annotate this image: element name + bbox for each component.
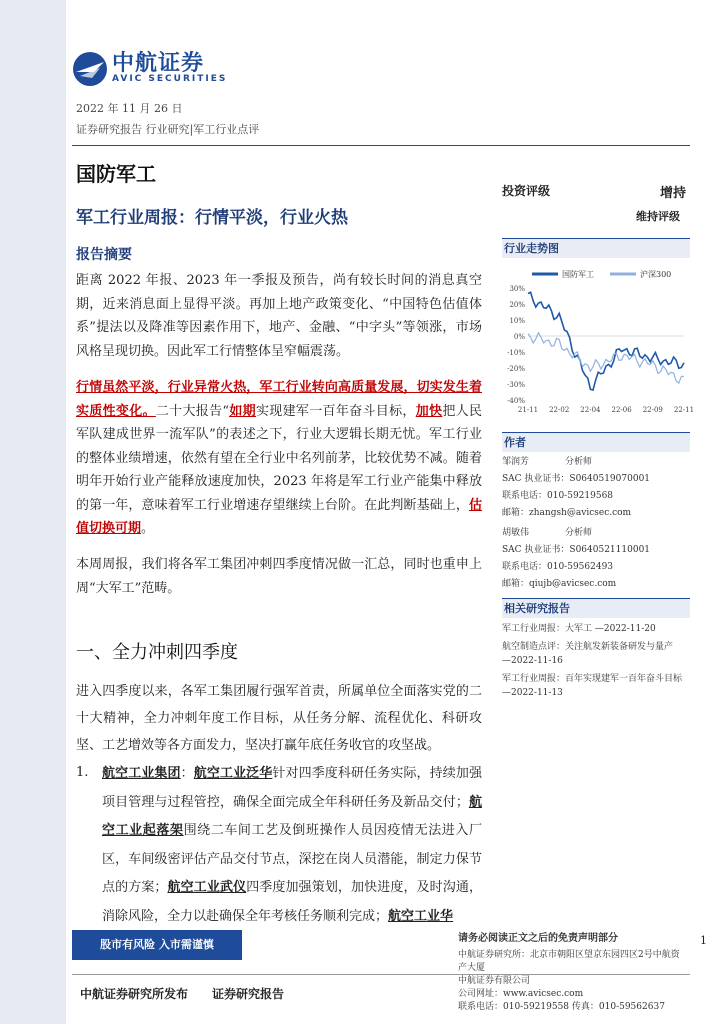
text-span: 把人民军队建成世界一流军队”的表述之下，行业大逻辑长期无忧。军工行业的整体业绩增速，依然有望在全行业中名列前茅，比较优势不减。随着明年开始行业产能释放速度加快，2023 年将是军工行业产能集中释放的第一年，意味着军工行业增速存望继续上台阶。在此判断基础上， [76, 403, 482, 513]
report-title: 军工行业周报：行情平淡，行业火热 [76, 208, 348, 228]
x-tick-label: 22-09 [642, 406, 663, 414]
author-line: 联系电话：010-59562493 [502, 562, 614, 572]
report-category: 证券研究报告 行业研究|军工行业点评 [76, 123, 260, 136]
highlight-text: 如期 [229, 403, 256, 419]
series-line-2 [528, 333, 684, 383]
author-line: SAC 执业证书：S0640521110001 [502, 545, 651, 555]
trend-chart [502, 262, 695, 422]
x-tick-label: 22-02 [549, 406, 570, 414]
disclaimer-line: 联系电话：010-59219558 传真：010-59562637 [458, 1002, 665, 1012]
logo-text-cn: 中航证券 [112, 51, 205, 76]
list-term: 航空工业武仪 [167, 880, 247, 895]
list-term: 航空工业华 [388, 908, 454, 924]
author-line: 胡敏伟 分析师 [502, 528, 593, 538]
text-span: 实现建军一百年奋斗目标， [256, 403, 416, 419]
legend-label: 沪深300 [640, 270, 672, 279]
rating-label: 投资评级 [502, 184, 551, 198]
list-number: 1. [76, 765, 89, 780]
section-title: 国防军工 [76, 162, 156, 186]
logo-text-en: AVIC SECURITIES [112, 74, 228, 84]
risk-warning: 股市有风险 入市需谨慎 [72, 930, 242, 960]
report-date: 2022 年 11 月 26 日 [76, 102, 183, 115]
related-report-date: —2022-11-13 [502, 688, 563, 698]
text-span: 。 [141, 521, 155, 536]
summary-paragraph-1: 距离 2022 年报、2023 年一季报及预告，尚有较长时间的消息真空期，近来消息面上显得平淡。再加上地产政策变化、“中国特色估值体系”提法以及降准等因素作用下，地产、金融、“中字头”等领涨，市场风格呈现切换。因此军工行情整体呈窄幅震荡。 [76, 273, 482, 359]
summary-paragraph-2 [76, 376, 482, 541]
y-tick-label: 30% [509, 285, 525, 293]
footer-divider [72, 974, 690, 975]
legend-label: 国防军工 [562, 270, 594, 279]
text-span: 二十大报告“ [155, 403, 230, 419]
highlight-text: 估值切换可期 [76, 497, 482, 536]
related-heading: 相关研究报告 [502, 598, 690, 618]
related-report-link[interactable]: 航空制造点评：关注航发新装备研发与量产 [502, 641, 674, 652]
text-span: 针对四季度科研任务实际，持续加强项目管理与过程管控，确保全面完成全年科研任务及新品交付； [102, 766, 482, 810]
list-term: 航空工业起落架 [102, 794, 482, 838]
rating-value: 增持 [660, 186, 687, 201]
text-span: ： [180, 766, 194, 781]
y-tick-label: 10% [509, 317, 525, 325]
related-report-link[interactable]: 军工行业周报：大军工 —2022-11-20 [502, 624, 656, 634]
x-tick-label: 22-04 [580, 406, 601, 414]
author-email[interactable]: 邮箱：zhangsh@avicsec.com [502, 508, 632, 518]
x-tick-label: 21-11 [517, 406, 539, 414]
left-margin-bar [0, 0, 66, 1024]
section-heading: 一、全力冲刺四季度 [76, 642, 238, 663]
disclaimer-line: 中航证券研究所：北京市朝阳区望京东园四区2号中航资产大厦 [458, 950, 680, 973]
y-tick-label: -30% [507, 381, 525, 389]
text-span: 围绕二车间工艺及倒班操作人员因疫情无法进入厂区，车间级密评估产品交付节点，深挖在岗人员潜能，制定力保节点的方案； [102, 823, 482, 895]
highlight-text: 行情虽然平淡，行业异常火热，军工行业转向高质量发展，切实发生着实质性变化。 [76, 380, 482, 419]
related-reports [502, 622, 690, 701]
author-email[interactable]: 邮箱：qiujb@avicsec.com [502, 579, 617, 589]
related-report-date: —2022-11-16 [502, 656, 563, 666]
footer-publisher: 中航证券研究所发布 证券研究报告 [80, 987, 285, 1001]
y-tick-label: -20% [507, 365, 525, 373]
related-report-link[interactable]: 军工行业周报：百年实现建军一百年奋斗目标 [502, 673, 683, 684]
text-span: 四季度加强策划，加快进度，及时沟通，消除风险，全力以赴确保全年考核任务顺利完成； [102, 880, 482, 924]
website-link[interactable]: 公司网址：www.avicsec.com [458, 989, 584, 999]
author-line: SAC 执业证书：S0640519070001 [502, 474, 651, 484]
x-tick-label: 22-11 [673, 406, 695, 414]
author-info [502, 455, 650, 591]
highlight-text: 加快 [415, 403, 443, 419]
header-divider [72, 145, 690, 146]
series-line-1 [528, 292, 684, 390]
disclaimer-line: 中航证券有限公司 [458, 976, 531, 986]
list-term: 航空工业泛华 [193, 766, 273, 781]
rating-sub: 维持评级 [636, 210, 680, 223]
y-tick-label: 0% [513, 333, 525, 341]
disclaimer-title: 请务必阅读正文之后的免责声明部分 [458, 933, 618, 944]
list-term: 航空工业集团 [102, 766, 181, 781]
page-number: 1 [700, 934, 707, 947]
y-tick-label: -10% [507, 349, 525, 357]
author-heading: 作者 [502, 432, 690, 452]
x-tick-label: 22-06 [611, 406, 632, 414]
body-paragraph: 进入四季度以来，各军工集团履行强军首责，所属单位全面落实党的二十大精神，全力冲刺年度工作目标，从任务分解、流程优化、科研攻坚、工艺增效等各方面发力，坚决打赢年底任务收官的攻坚战。 [76, 684, 482, 753]
list-item [102, 760, 482, 931]
author-line: 邹润芳 分析师 [502, 457, 593, 467]
y-tick-label: 20% [509, 301, 525, 309]
summary-heading: 报告摘要 [76, 247, 132, 263]
author-line: 联系电话：010-59219568 [502, 491, 614, 501]
trend-heading: 行业走势图 [502, 238, 690, 258]
footer-disclaimer [458, 932, 688, 1014]
summary-paragraph-3: 本周周报，我们将各军工集团冲刺四季度情况做一汇总，同时也重申上周“大军工”范畴。 [76, 557, 482, 596]
y-tick-label: -40% [507, 397, 525, 405]
